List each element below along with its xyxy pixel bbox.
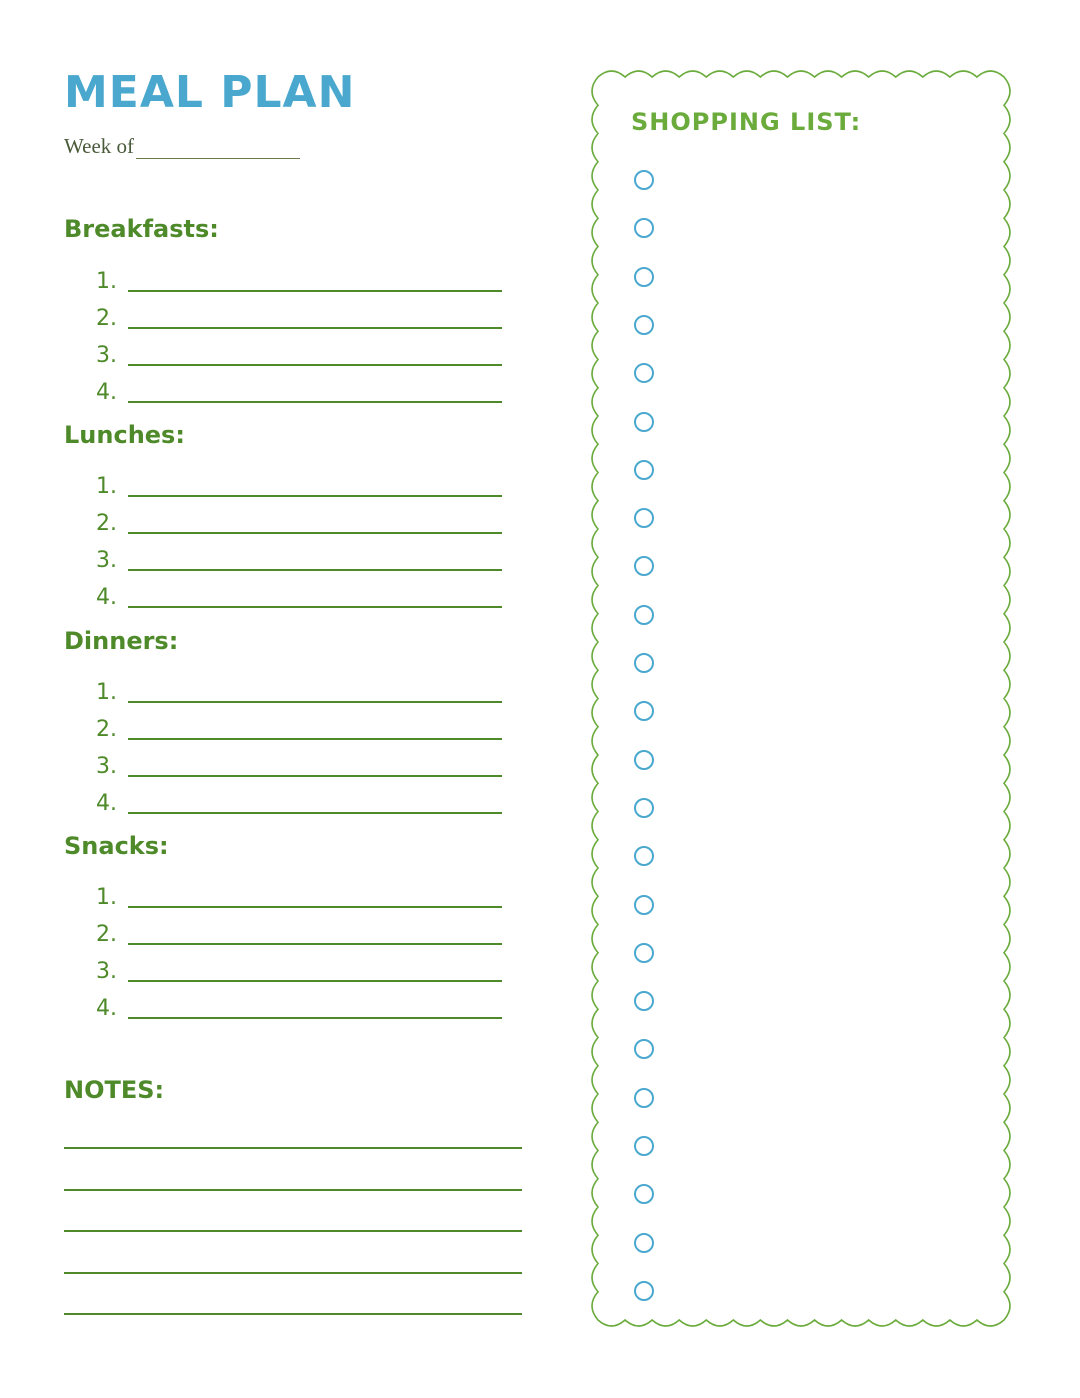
- item-number: 4.: [96, 380, 117, 405]
- item-number: 1.: [96, 474, 117, 499]
- circle-checkbox-icon[interactable]: [634, 895, 654, 915]
- item-number: 1.: [96, 269, 117, 294]
- dinners-heading: Dinners:: [64, 627, 179, 655]
- item-number: 2.: [96, 717, 117, 742]
- item-number: 4.: [96, 585, 117, 610]
- circle-checkbox-icon[interactable]: [634, 460, 654, 480]
- item-number: 1.: [96, 680, 117, 705]
- circle-checkbox-icon[interactable]: [634, 1136, 654, 1156]
- circle-checkbox-icon[interactable]: [634, 750, 654, 770]
- circle-checkbox-icon[interactable]: [634, 170, 654, 190]
- scalloped-border-path: [592, 71, 1010, 1326]
- item-number: 2.: [96, 922, 117, 947]
- circle-checkbox-icon[interactable]: [634, 315, 654, 335]
- circle-checkbox-icon[interactable]: [634, 412, 654, 432]
- item-number: 1.: [96, 885, 117, 910]
- item-number: 3.: [96, 754, 117, 779]
- item-number: 4.: [96, 791, 117, 816]
- circle-checkbox-icon[interactable]: [634, 798, 654, 818]
- page-title: MEAL PLAN: [64, 67, 356, 118]
- item-number: 4.: [96, 996, 117, 1021]
- circle-checkbox-icon[interactable]: [634, 267, 654, 287]
- item-number: 3.: [96, 959, 117, 984]
- circle-checkbox-icon[interactable]: [634, 653, 654, 673]
- shopping-list-heading: SHOPPING LIST:: [631, 108, 862, 136]
- item-number: 3.: [96, 548, 117, 573]
- snacks-heading: Snacks:: [64, 832, 169, 860]
- circle-checkbox-icon[interactable]: [634, 943, 654, 963]
- circle-checkbox-icon[interactable]: [634, 1233, 654, 1253]
- circle-checkbox-icon[interactable]: [634, 605, 654, 625]
- circle-checkbox-icon[interactable]: [634, 991, 654, 1011]
- breakfasts-heading: Breakfasts:: [64, 215, 219, 243]
- lunches-heading: Lunches:: [64, 421, 185, 449]
- notes-heading: NOTES:: [64, 1076, 165, 1104]
- item-number: 2.: [96, 511, 117, 536]
- circle-checkbox-icon[interactable]: [634, 1088, 654, 1108]
- week-of-label: Week of: [64, 134, 135, 158]
- circle-checkbox-icon[interactable]: [634, 508, 654, 528]
- circle-checkbox-icon[interactable]: [634, 1281, 654, 1301]
- item-number: 2.: [96, 306, 117, 331]
- item-number: 3.: [96, 343, 117, 368]
